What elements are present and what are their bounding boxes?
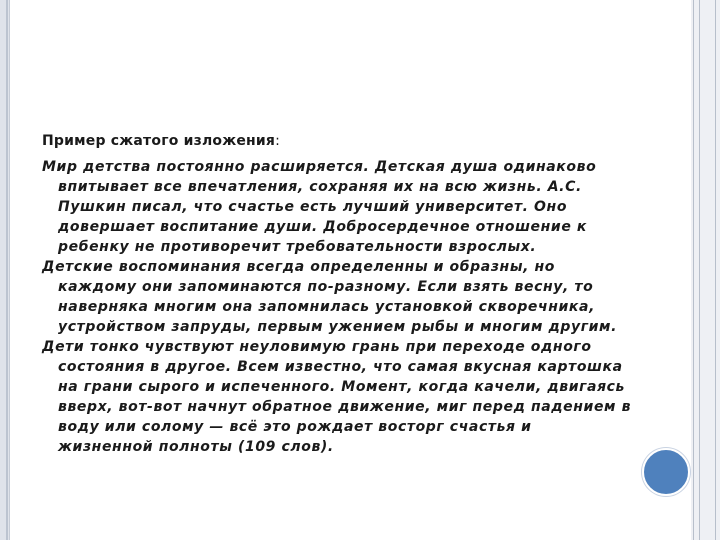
slide-frame-left-line [6, 0, 8, 540]
slide-heading [42, 131, 632, 151]
slide-frame-right-line [715, 0, 716, 540]
slide-frame-right-line [693, 0, 694, 540]
paragraph-2: Детские воспоминания всегда определенны и образны, но каждому они запоминаются по-разному. Если взять весну, то наверняка многим она запомнилась установкой скворечника, устройством запруды, первым ужением рыбы и многим другим. [42, 259, 618, 335]
slide-heading-text: Пример сжатого изложения [42, 133, 276, 149]
decorative-circle [642, 448, 690, 496]
slide-frame-right-line [699, 0, 700, 540]
slide-content [42, 131, 632, 457]
paragraph-1: Мир детства постоянно расширяется. Детская душа одинаково впитывает все впечатления, сохраняя их на всю жизнь. А.С. Пушкин писал, что счастье есть лучший университет. Оно довершает воспитание души. Добросердечное отношение к ребенку не противоречит требовательности взрослых. [42, 159, 597, 255]
paragraph-3: Дети тонко чувствуют неуловимую грань при переходе одного состояния в другое. Всем известно, что самая вкусная картошка на грани сырого и испеченного. Момент, когда качели, двигаясь вверх, вот-вот начнут обратное движение, миг перед падением в воду или солому — всё это рождает восторг счастья и жизненной полноты (109 слов). [42, 339, 632, 455]
slide-frame-right [691, 0, 720, 540]
slide-heading-colon: : [275, 133, 281, 149]
slide-frame-left [0, 0, 10, 540]
